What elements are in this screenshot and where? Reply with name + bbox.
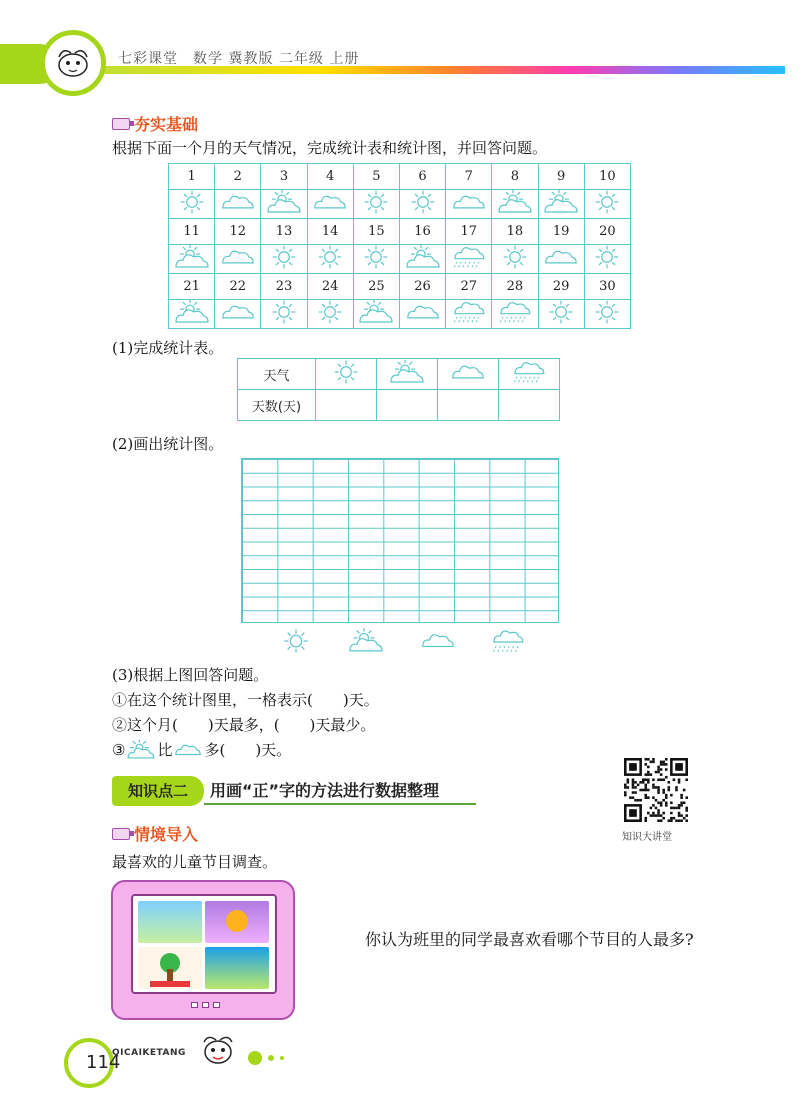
calendar-weather-cell	[492, 190, 538, 219]
page-number: 114	[86, 1052, 121, 1073]
calendar-date: 26	[399, 274, 445, 300]
tag-icon	[112, 118, 130, 130]
partly-weather-icon	[172, 300, 212, 324]
calendar-weather-cell	[492, 245, 538, 274]
statistics-table	[237, 358, 560, 421]
calendar-weather-cell	[399, 300, 445, 329]
question-3-2: ②这个月( )天最多，( )天最少。	[112, 716, 376, 734]
rainy-icon	[488, 628, 528, 654]
discussion-question: 你认为班里的同学最喜欢看哪个节目的人最多?	[365, 930, 694, 949]
partly-cloudy-icon	[377, 359, 438, 390]
calendar-date: 15	[353, 219, 399, 245]
calendar-weather-cell	[399, 190, 445, 219]
calendar-weather-cell	[215, 190, 261, 219]
calendar-date: 30	[584, 274, 630, 300]
answer-cell-cloudy[interactable]	[438, 390, 499, 421]
calendar-date: 27	[446, 274, 492, 300]
calendar-weather-cell	[353, 300, 399, 329]
q3-3-mid1: 比	[157, 741, 173, 759]
calendar-weather-cell	[353, 190, 399, 219]
calendar-weather-cell	[215, 300, 261, 329]
calendar-weather-cell	[584, 300, 630, 329]
calendar-date-row	[169, 274, 631, 300]
section-heading-text: 情境导入	[134, 825, 199, 844]
mascot-icon	[196, 1028, 240, 1072]
calendar-date: 14	[307, 219, 353, 245]
calendar-date: 10	[584, 164, 630, 190]
divider	[204, 803, 476, 805]
calendar-date: 18	[492, 219, 538, 245]
program-thumbnail	[138, 901, 202, 943]
calendar-date: 24	[307, 274, 353, 300]
knowledge-point-badge: 知识点二	[112, 776, 204, 806]
sunny-icon	[276, 628, 316, 654]
calendar-date: 2	[215, 164, 261, 190]
cloudy-weather-icon	[218, 245, 258, 269]
calendar-weather-cell	[261, 190, 307, 219]
sunny-icon	[316, 359, 377, 390]
weather-calendar	[168, 163, 631, 329]
book-title: 七彩课堂 数学 冀教版 二年级 上册	[118, 51, 360, 67]
calendar-date: 5	[353, 164, 399, 190]
table-label-weather: 天气	[238, 359, 316, 390]
sunny-weather-icon	[310, 245, 350, 269]
sunny-weather-icon	[172, 190, 212, 214]
qr-code-icon[interactable]	[624, 758, 688, 822]
question-1: (1)完成统计表。	[112, 339, 224, 357]
calendar-weather-cell	[538, 300, 584, 329]
calendar-weather-cell	[307, 245, 353, 274]
rainy-weather-icon	[495, 300, 535, 324]
calendar-weather-cell	[446, 300, 492, 329]
calendar-weather-cell	[538, 190, 584, 219]
calendar-weather-cell	[261, 300, 307, 329]
calendar-weather-cell	[399, 245, 445, 274]
knowledge-point-header	[112, 776, 476, 806]
calendar-date: 25	[353, 274, 399, 300]
calendar-weather-row	[169, 245, 631, 274]
calendar-weather-cell	[446, 190, 492, 219]
calendar-date: 9	[538, 164, 584, 190]
table-label-days: 天数(天)	[238, 390, 316, 421]
calendar-weather-cell	[353, 245, 399, 274]
tv-illustration	[111, 880, 295, 1020]
calendar-date: 16	[399, 219, 445, 245]
calendar-date: 6	[399, 164, 445, 190]
section-heading-basics	[112, 112, 198, 135]
calendar-date: 12	[215, 219, 261, 245]
answer-cell-partly[interactable]	[377, 390, 438, 421]
cloudy-icon	[172, 740, 204, 760]
q3-3-mid2: 多( )天。	[204, 741, 292, 759]
question-3-1: ①在这个统计图里，一格表示( )天。	[112, 691, 379, 709]
sunny-weather-icon	[264, 300, 304, 324]
calendar-weather-row	[169, 190, 631, 219]
section-heading-scenario	[112, 822, 198, 845]
graph-axis-icons	[0, 628, 800, 658]
question-2: (2)画出统计图。	[112, 435, 224, 453]
partly-weather-icon	[403, 245, 443, 269]
calendar-date: 4	[307, 164, 353, 190]
calendar-weather-cell	[169, 245, 215, 274]
calendar-date: 7	[446, 164, 492, 190]
header-mascot-icon	[40, 30, 106, 96]
sunny-weather-icon	[356, 245, 396, 269]
calendar-date: 29	[538, 274, 584, 300]
program-thumbnail	[138, 947, 202, 989]
sunny-weather-icon	[310, 300, 350, 324]
calendar-weather-cell	[307, 300, 353, 329]
tag-icon	[112, 828, 130, 840]
calendar-weather-cell	[169, 190, 215, 219]
calendar-date: 1	[169, 164, 215, 190]
calendar-weather-cell	[538, 245, 584, 274]
partly-weather-icon	[172, 245, 212, 269]
intro-text: 根据下面一个月的天气情况，完成统计表和统计图，并回答问题。	[112, 139, 548, 157]
calendar-date: 13	[261, 219, 307, 245]
calendar-date: 28	[492, 274, 538, 300]
calendar-date: 3	[261, 164, 307, 190]
sunny-weather-icon	[587, 300, 627, 324]
cloudy-weather-icon	[541, 245, 581, 269]
section-heading-text: 夯实基础	[134, 115, 199, 134]
calendar-date-row	[169, 219, 631, 245]
calendar-date: 21	[169, 274, 215, 300]
answer-cell-rainy[interactable]	[499, 390, 560, 421]
rainy-icon	[499, 359, 560, 390]
sunny-weather-icon	[264, 245, 304, 269]
tv-buttons	[191, 1002, 220, 1008]
calendar-weather-cell	[215, 245, 261, 274]
partly-cloudy-icon	[346, 628, 386, 654]
partly-weather-icon	[264, 190, 304, 214]
sunny-weather-icon	[495, 245, 535, 269]
sunny-weather-icon	[587, 245, 627, 269]
calendar-date: 11	[169, 219, 215, 245]
calendar-date: 22	[215, 274, 261, 300]
cloudy-weather-icon	[449, 190, 489, 214]
cloudy-weather-icon	[218, 300, 258, 324]
cloudy-weather-icon	[310, 190, 350, 214]
partly-weather-icon	[356, 300, 396, 324]
sunny-weather-icon	[403, 190, 443, 214]
calendar-weather-cell	[584, 245, 630, 274]
sunny-weather-icon	[587, 190, 627, 214]
calendar-date: 20	[584, 219, 630, 245]
partly-weather-icon	[541, 190, 581, 214]
calendar-date: 17	[446, 219, 492, 245]
decorative-dots	[248, 1047, 290, 1066]
sunny-weather-icon	[356, 190, 396, 214]
cloudy-icon	[438, 359, 499, 390]
calendar-weather-cell	[492, 300, 538, 329]
sunny-weather-icon	[541, 300, 581, 324]
blank-bar-graph-grid[interactable]	[241, 458, 559, 623]
calendar-date-row	[169, 164, 631, 190]
calendar-date: 19	[538, 219, 584, 245]
calendar-weather-cell	[446, 245, 492, 274]
survey-intro: 最喜欢的儿童节目调查。	[112, 853, 278, 871]
tv-screen	[131, 894, 277, 994]
calendar-date: 23	[261, 274, 307, 300]
program-thumbnail	[205, 901, 269, 943]
rainy-weather-icon	[449, 300, 489, 324]
partly-cloudy-icon	[125, 740, 157, 760]
calendar-weather-cell	[584, 190, 630, 219]
calendar-weather-cell	[261, 245, 307, 274]
calendar-weather-cell	[169, 300, 215, 329]
qr-label: 知识大讲堂	[622, 832, 672, 843]
q3-3-prefix: ③	[112, 740, 126, 759]
cloudy-icon	[418, 628, 458, 654]
answer-cell-sunny[interactable]	[316, 390, 377, 421]
cloudy-weather-icon	[403, 300, 443, 324]
cloudy-weather-icon	[218, 190, 258, 214]
calendar-weather-cell	[307, 190, 353, 219]
question-3-3	[112, 739, 291, 760]
calendar-date: 8	[492, 164, 538, 190]
footer-brand: QICAIKETANG	[112, 1048, 186, 1058]
calendar-weather-row	[169, 300, 631, 329]
knowledge-point-title: 用画“正”字的方法进行数据整理	[210, 781, 440, 800]
rainy-weather-icon	[449, 245, 489, 269]
program-thumbnail	[205, 947, 269, 989]
question-3: (3)根据上图回答问题。	[112, 666, 269, 684]
page-number-badge	[64, 1038, 121, 1088]
partly-weather-icon	[495, 190, 535, 214]
